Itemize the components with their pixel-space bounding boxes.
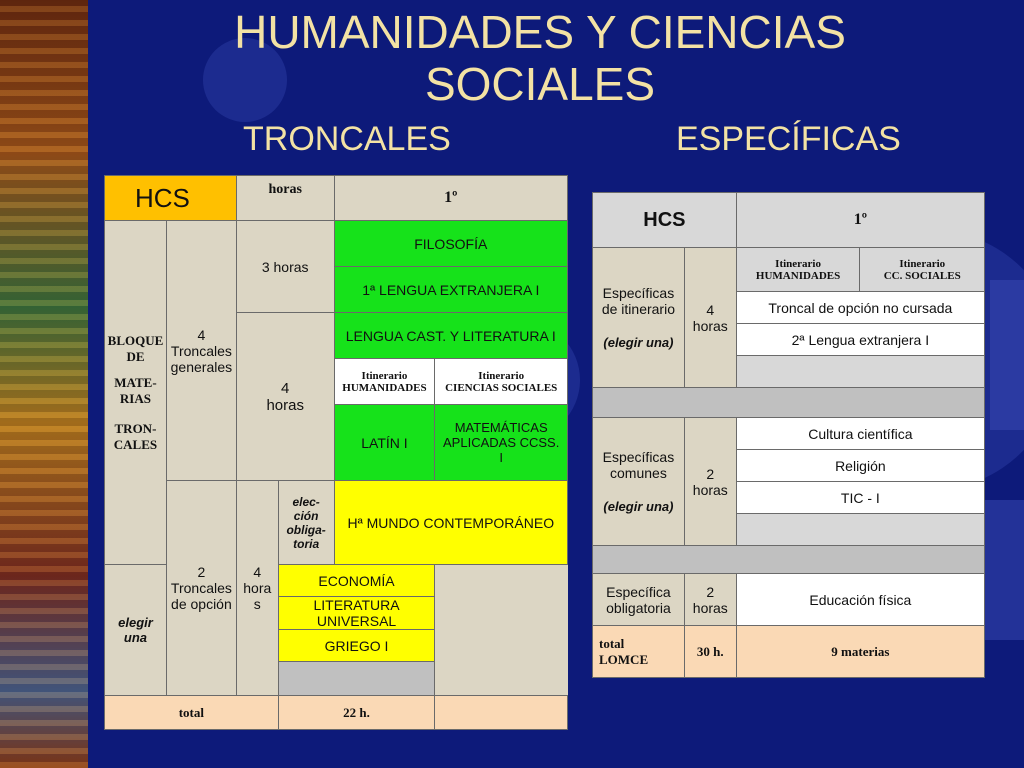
especifica-obligatoria: Específica obligatoria [593, 574, 685, 626]
especificas-table [592, 192, 985, 678]
bloque-materias-troncales: BLOQUE DE MATE- RIAS TRON- CALES [105, 221, 167, 565]
elegir-una: elegir una [105, 565, 167, 696]
total-horas-right: 30 h. [684, 626, 736, 678]
cultura-cientifica-cell: Cultura científica [736, 418, 984, 450]
curso-header: 1º [334, 176, 567, 221]
filosofia-cell: FILOSOFÍA [334, 221, 567, 267]
religion-cell: Religión [736, 450, 984, 482]
eleccion-obligatoria: elec- ción obliga- toria [278, 481, 334, 565]
decorative-sidebar [0, 0, 88, 768]
itinerario-humanidades: Itinerario HUMANIDADES [334, 359, 435, 405]
empty-cell-1 [736, 356, 984, 388]
slide-title: HUMANIDADES Y CIENCIAS SOCIALES [234, 6, 846, 110]
cuatro-horas-right: 4 horas [684, 248, 736, 388]
troncales-de-opcion: 2 Troncales de opción [166, 481, 236, 696]
especificas-heading: ESPECÍFICAS [676, 120, 901, 158]
lengua-castellana-cell: LENGUA CAST. Y LITERATURA I [334, 313, 567, 359]
especificas-comunes: Específicas comunes (elegir una) [593, 418, 685, 546]
segunda-lengua-cell: 2ª Lengua extranjera I [736, 324, 984, 356]
cuatro-hora-s: 4 hora s [236, 481, 278, 696]
horas-header: horas [236, 176, 334, 221]
troncales-generales: 4 Troncales generales [166, 221, 236, 481]
itinerario-humanidades-right: Itinerario HUMANIDADES [736, 248, 860, 292]
dos-horas-ef: 2 horas [684, 574, 736, 626]
total-label: total [105, 696, 279, 730]
tic-cell: TIC - I [736, 482, 984, 514]
itinerario-ciencias-sociales: Itinerario CIENCIAS SOCIALES [435, 359, 568, 405]
hcs-label-right: HCS [593, 193, 737, 248]
cuatro-horas: 4 horas [236, 313, 334, 481]
dos-horas: 2 horas [684, 418, 736, 546]
lengua-extranjera-cell: 1ª LENGUA EXTRANJERA I [334, 267, 567, 313]
tres-horas: 3 horas [236, 221, 334, 313]
economia-cell: ECONOMÍA [278, 565, 435, 597]
educacion-fisica-cell: Educación física [736, 574, 984, 626]
total-lomce: total LOMCE [593, 626, 685, 678]
total-empty [435, 696, 568, 730]
itinerario-cc-sociales-right: Itinerario CC. SOCIALES [860, 248, 985, 292]
empty-cell-2 [736, 514, 984, 546]
griego-cell: GRIEGO I [278, 630, 435, 662]
latin-cell: LATÍN I [334, 405, 435, 481]
separator-row-2 [593, 546, 985, 574]
curso-header-right: 1º [736, 193, 984, 248]
historia-cell: Hª MUNDO CONTEMPORÁNEO [334, 481, 567, 565]
nueve-materias: 9 materias [736, 626, 984, 678]
hcs-label: HCS [105, 176, 237, 221]
especificas-itinerario: Específicas de itinerario (elegir una) [593, 248, 685, 388]
troncal-opcion-cell: Troncal de opción no cursada [736, 292, 984, 324]
total-horas: 22 h. [278, 696, 435, 730]
matematicas-cell: MATEMÁTICAS APLICADAS CCSS. I [435, 405, 568, 481]
troncales-heading: TRONCALES [243, 120, 451, 158]
empty-gray-cell [278, 662, 435, 696]
troncales-table [104, 175, 568, 730]
separator-row-1 [593, 388, 985, 418]
literatura-universal-cell: LITERATURA UNIVERSAL [278, 597, 435, 630]
